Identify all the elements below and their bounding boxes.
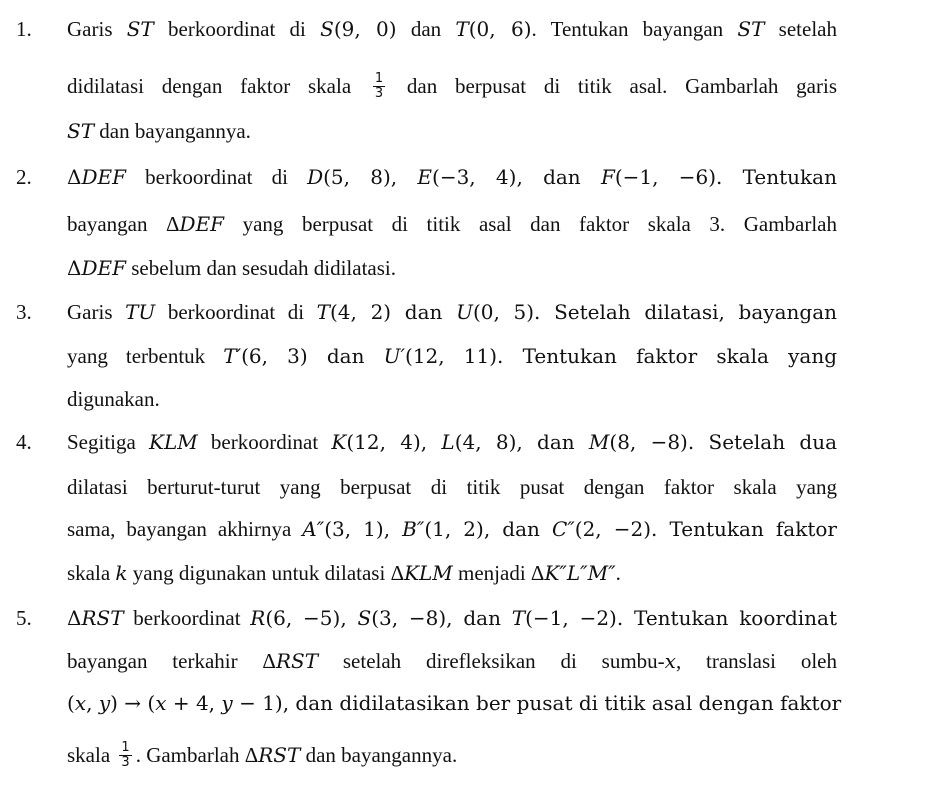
problem-line: Segitiga KLM berkoordinat K(12, 4), L(4, 8), dan M(8, −8). Setelah dua xyxy=(67,430,838,454)
problem-number: 1. xyxy=(16,17,32,41)
problem-line: ΔDEF berkoordinat di D(5, 8), E(−3, 4), dan F(−1, −6). Tentukan xyxy=(67,165,837,189)
problem-number: 2. xyxy=(16,165,32,189)
problem-line: ST dan bayangannya. xyxy=(67,119,251,143)
problem-line: sama, bayangan akhirnya A″(3, 1), B″(1, 2), dan C″(2, −2). Tentukan faktor xyxy=(67,517,837,541)
problem-line: digunakan. xyxy=(67,387,160,411)
problem-line: bayangan ΔDEF yang berpusat di titik asal dan faktor skala 3. Gambarlah xyxy=(67,212,838,236)
problem-number: 3. xyxy=(16,300,32,324)
problem-line: yang terbentuk T′(6, 3) dan U′(12, 11). Tentukan faktor skala yang xyxy=(67,344,838,368)
problem-line: Garis TU berkoordinat di T(4, 2) dan U(0, 5). Setelah dilatasi, bayangan xyxy=(67,300,837,324)
problem-line: Garis ST berkoordinat di S(9, 0) dan T(0, 6). Tentukan bayangan ST setelah xyxy=(67,17,837,41)
problem-line: bayangan terkahir ΔRST setelah direfleksikan di sumbu-x, translasi oleh xyxy=(67,649,837,673)
problem-line: didilatasi dengan faktor skala $\frac{1}{3}$ dan berpusat di titik asal. Gambarlah garis xyxy=(67,70,837,101)
problem-line: ΔRST berkoordinat R(6, −5), S(3, −8), dan T(−1, −2). Tentukan koordinat xyxy=(67,606,837,630)
problem-number: 4. xyxy=(16,430,32,454)
problem-line: (x, y) → (x + 4, y − 1), dan didilatasikan ber pusat di titik asal dengan faktor xyxy=(67,691,842,715)
fraction-one-third: $\frac{1}{3}$ xyxy=(374,70,384,101)
problem-number: 5. xyxy=(16,606,32,630)
problem-line: dilatasi berturut-turut yang berpusat di titik pusat dengan faktor skala yang xyxy=(67,475,837,499)
fraction-one-third: $\frac{1}{3}$ xyxy=(121,739,130,770)
problem-line: ΔDEF sebelum dan sesudah didilatasi. xyxy=(67,256,396,280)
problem-line: skala k yang digunakan untuk dilatasi ΔKLM menjadi ΔK″L″M″. xyxy=(67,561,621,585)
problem-line: skala $\frac{1}{3}$ . Gambarlah ΔRST dan bayangannya. xyxy=(67,739,458,770)
